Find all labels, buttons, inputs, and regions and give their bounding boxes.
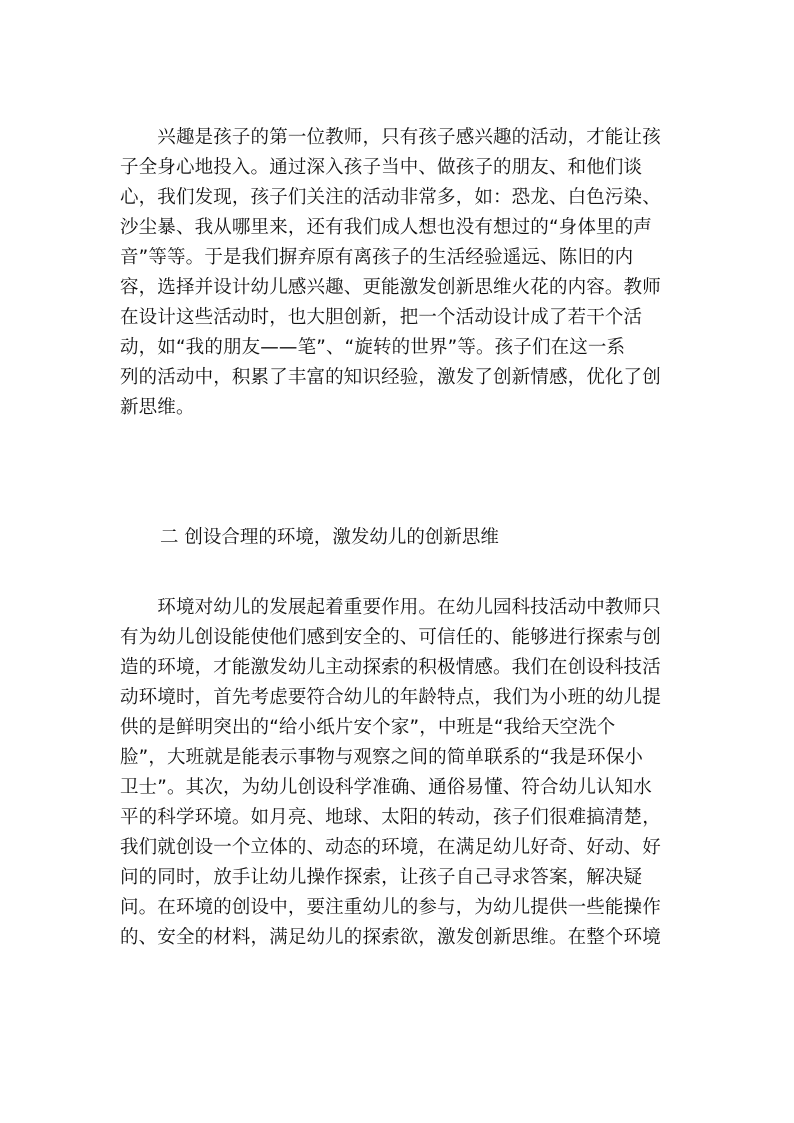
paragraph-interest [120, 123, 680, 423]
text-line: 卫士”。其次，为幼儿创设科学准确、通俗易懂、符合幼儿认知水 [120, 777, 652, 798]
text-line: 脸”，大班就是能表示事物与观察之间的简单联系的“我是环保小 [120, 747, 644, 768]
text-line: 有为幼儿创设能使他们感到安全的、可信任的、能够进行探索与创 [120, 627, 661, 648]
text-line: 平的科学环境。如月亮、地球、太阳的转动，孩子们很难搞清楚， [120, 807, 661, 828]
section-heading: 二 创设合理的环境，激发幼儿的创新思维 [160, 527, 499, 548]
text-line: 兴趣是孩子的第一位教师，只有孩子感兴趣的活动，才能让孩 [120, 127, 661, 148]
text-line: 动环境时，首先考虑要符合幼儿的年龄特点，我们为小班的幼儿提 [120, 687, 661, 708]
text-line: 容，选择并设计幼儿感兴趣、更能激发创新思维火花的内容。教师 [120, 277, 661, 298]
text-line: 在设计这些活动时，也大胆创新，把一个活动设计成了若干个活 [120, 307, 643, 328]
text-line: 动，如“我的朋友——笔”、“旋转的世界”等。孩子们在这一系 [120, 337, 626, 358]
text-line: 的、安全的材料，满足幼儿的探索欲，激发创新思维。在整个环境 [120, 927, 661, 948]
text-line: 我们就创设一个立体的、动态的环境，在满足幼儿好奇、好动、好 [120, 837, 661, 858]
text-line: 列的活动中，积累了丰富的知识经验，激发了创新情感，优化了创 [120, 367, 661, 388]
text-line: 沙尘暴、我从哪里来，还有我们成人想也没有想过的“身体里的声 [120, 217, 652, 238]
text-line: 造的环境，才能激发幼儿主动探索的积极情感。我们在创设科技活 [120, 657, 661, 678]
text-line: 问。在环境的创设中，要注重幼儿的参与，为幼儿提供一些能操作 [120, 897, 661, 918]
text-line: 环境对幼儿的发展起着重要作用。在幼儿园科技活动中教师只 [120, 597, 661, 618]
text-line: 新思维。 [120, 397, 195, 418]
text-line: 音”等等。于是我们摒弃原有离孩子的生活经验遥远、陈旧的内 [120, 247, 634, 268]
paragraph-environment [120, 593, 680, 953]
text-line: 子全身心地投入。通过深入孩子当中、做孩子的朋友、和他们谈 [120, 157, 643, 178]
text-line: 心，我们发现，孩子们关注的活动非常多，如：恐龙、白色污染、 [120, 187, 661, 208]
text-line: 问的同时，放手让幼儿操作探索，让孩子自己寻求答案，解决疑 [120, 867, 643, 888]
text-line: 供的是鲜明突出的“给小纸片安个家”，中班是“我给天空洗个 [120, 717, 616, 738]
